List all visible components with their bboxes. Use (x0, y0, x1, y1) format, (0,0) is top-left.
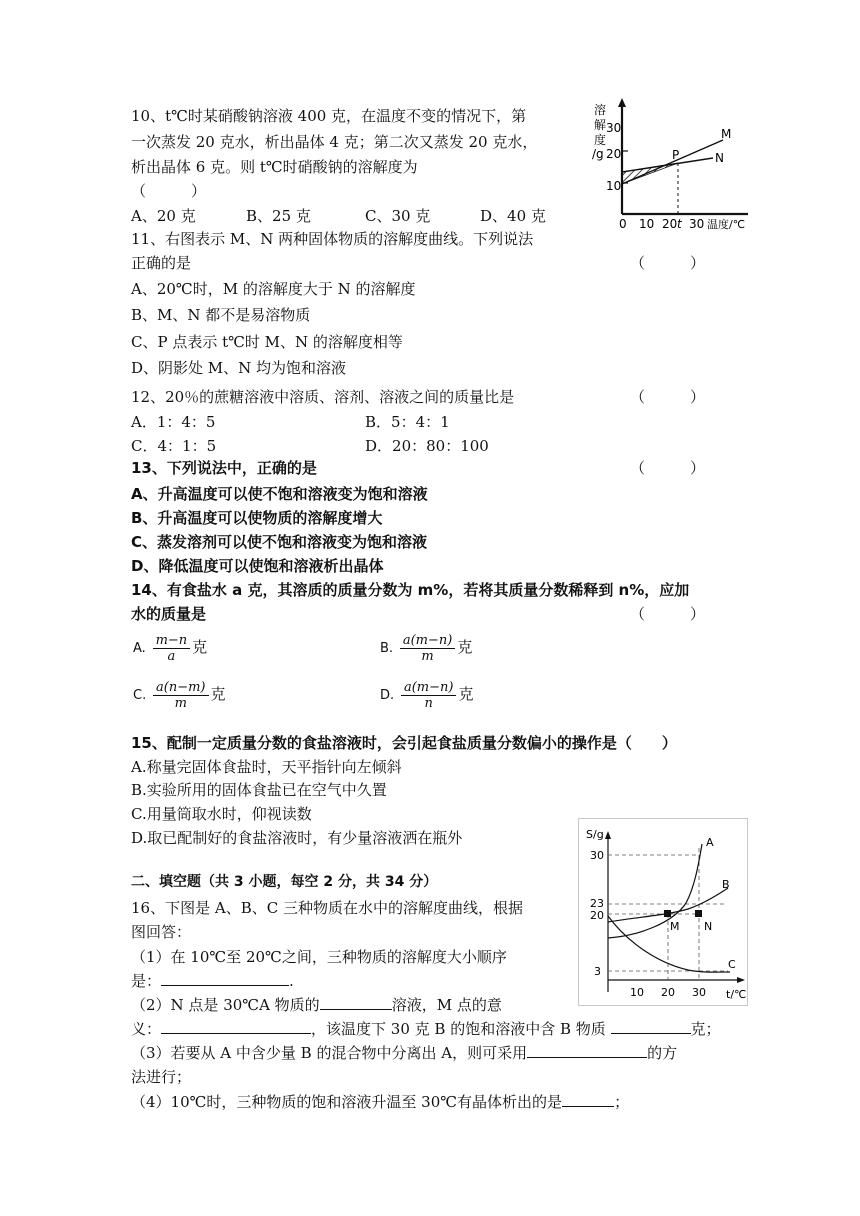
q16-part2-line-1 (131, 995, 502, 1015)
q14-option-a-fraction (153, 633, 191, 664)
q14-option-b-label: B. (380, 641, 394, 656)
q16-line-1: 16、下图是 A、B、C 三种物质在水中的溶解度曲线，根据 (131, 899, 523, 917)
q16-part4-prefix: （4）10℃时，三种物质的饱和溶液升温至 30℃有晶体析出的是 (131, 1093, 563, 1111)
graph1-ylabel-3: 度 (594, 133, 607, 147)
q15-option-a: A.称量完固体食盐时，天平指针向左倾斜 (131, 758, 402, 776)
graph1-xtick-10: 10 (639, 217, 655, 231)
graph1-ytick-30: 30 (606, 121, 622, 135)
q14-option-d (380, 679, 473, 711)
q16-part2-meaning-prefix: 义： (131, 1020, 162, 1038)
q11-option-c: C、P 点表示 t℃时 M、N 的溶解度相等 (131, 333, 403, 351)
q16-part1-end: . (289, 972, 294, 990)
q15-option-b: B.实验所用的固体食盐已在空气中久置 (131, 781, 387, 799)
q16-part3-blank[interactable] (527, 1043, 647, 1058)
graph2-ytick-20: 20 (590, 909, 604, 922)
q16-part3-prefix: （3）若要从 A 中含少量 B 的混合物中分离出 A，则可采用 (131, 1044, 528, 1062)
q16-line-2: 图回答： (131, 923, 192, 941)
graph1-ylabel-2: 解 (594, 118, 607, 132)
q13-option-c: C、蒸发溶剂可以使不饱和溶液变为饱和溶液 (131, 533, 428, 551)
q10-option-c: C、30 克 (365, 207, 431, 225)
q15-option-c: C.用量筒取水时，仰视读数 (131, 805, 312, 823)
graph2-label-c: C (728, 958, 736, 971)
q14-line-2: 水的质量是 (131, 605, 207, 623)
q16-part2-mass-text: ，该温度下 30 克 B 的饱和溶液中含 B 物质 (311, 1020, 606, 1038)
q16-part2-unit: 克； (690, 1020, 721, 1038)
graph1-ylabel-1: 溶 (594, 103, 607, 117)
graph2-label-n: N (704, 920, 713, 933)
q10-answer-paren: （ ） (131, 182, 207, 200)
q16-part3-line-2: 法进行； (131, 1068, 192, 1086)
q15-option-d: D.取已配制好的食盐溶液时，有少量溶液洒在瓶外 (131, 829, 463, 847)
q16-part2-blank-2[interactable] (161, 1019, 311, 1034)
q16-part4-end: ； (614, 1093, 630, 1111)
q10-line-3: 析出晶体 6 克。则 t℃时硝酸钠的溶解度为 (131, 158, 418, 176)
q14-option-d-fraction (401, 680, 457, 711)
q12-option-b: B．5：4：1 (365, 413, 450, 431)
q14-option-c-numerator: a(n−m) (153, 680, 209, 696)
q10-option-b: B、25 克 (246, 207, 311, 225)
q16-part2-blank-1[interactable] (320, 995, 392, 1010)
graph2-ytick-3: 3 (594, 965, 601, 978)
q14-option-b-unit: 克 (457, 638, 473, 656)
q15-stem: 15、配制一定质量分数的食盐溶液时，会引起食盐质量分数偏小的操作是（ ） (131, 734, 677, 752)
q14-option-c-denominator: m (174, 695, 187, 711)
graph1-xlabel: 温度/℃ (707, 218, 746, 231)
q14-option-b-numerator: a(m−n) (400, 633, 456, 649)
q16-part4-line (131, 1092, 629, 1112)
q13-option-d: D、降低温度可以使饱和溶液析出晶体 (131, 557, 384, 575)
graph2-ytick-23: 23 (590, 897, 604, 910)
graph1-xtick-t: t (677, 217, 682, 231)
q14-option-b (380, 632, 472, 664)
q12-option-c: C．4：1：5 (131, 437, 217, 455)
q10-line-2: 一次蒸发 20 克水，析出晶体 4 克；第二次又蒸发 20 克水， (131, 133, 538, 151)
graph2-xtick-20: 20 (661, 986, 675, 999)
q14-option-c-fraction (153, 680, 209, 711)
q16-part1-line-1: （1）在 10℃至 20℃之间，三种物质的溶解度大小顺序 (131, 948, 507, 966)
q16-part3-mid: 的方 (647, 1044, 678, 1062)
q13-stem: 13、下列说法中，正确的是 (131, 459, 317, 477)
graph2-xtick-30: 30 (692, 986, 706, 999)
q14-option-b-denominator: m (421, 648, 434, 664)
q11-answer-paren: （ ） (630, 254, 706, 272)
q10-option-a: A、20 克 (131, 207, 196, 225)
solubility-graph-mn (588, 96, 758, 236)
q16-part2-blank-3[interactable] (611, 1019, 691, 1034)
q11-option-b: B、M、N 都不是易溶物质 (131, 306, 311, 324)
q12-answer-paren: （ ） (630, 388, 706, 406)
q14-option-b-fraction (400, 633, 456, 664)
q14-option-a-label: A. (133, 641, 146, 656)
q13-option-a: A、升高温度可以使不饱和溶液变为饱和溶液 (131, 485, 428, 503)
q16-part2-line-2 (131, 1019, 721, 1039)
graph1-ytick-10: 10 (606, 179, 622, 193)
q13-answer-paren: （ ） (630, 459, 706, 477)
graph1-xtick-20: 20 (662, 217, 678, 231)
graph1-label-p: P (672, 148, 680, 162)
q14-option-d-denominator: n (424, 695, 433, 711)
q11-option-d: D、阴影处 M、N 均为饱和溶液 (131, 359, 347, 377)
q11-line-1: 11、右图表示 M、N 两种固体物质的溶解度曲线。下列说法 (131, 230, 534, 248)
graph2-label-m: M (670, 920, 680, 933)
graph2-xtick-10: 10 (630, 986, 644, 999)
q11-line-2: 正确的是 (131, 254, 192, 272)
q14-option-a-numerator: m−n (153, 633, 191, 649)
q14-option-d-label: D. (380, 688, 395, 703)
graph1-ylabel-4: /g (592, 147, 604, 161)
q12-option-d: D．20：80：100 (365, 437, 489, 455)
graph2-ylabel: S/g (586, 828, 604, 841)
q12-option-a: A．1：4：5 (131, 413, 216, 431)
q11-option-a: A、20℃时，M 的溶解度大于 N 的溶解度 (131, 280, 416, 298)
q14-option-d-unit: 克 (458, 685, 474, 703)
q14-option-c-label: C. (133, 688, 147, 703)
graph1-label-n: N (715, 151, 724, 165)
q14-line-1: 14、有食盐水 a 克，其溶质的质量分数为 m%，若将其质量分数稀释到 n%，应加 (131, 581, 690, 599)
q16-part1-prefix: 是： (131, 972, 162, 990)
q10-option-d: D、40 克 (480, 207, 546, 225)
solubility-graph-abc (578, 818, 748, 1006)
graph2-xlabel: t/℃ (726, 988, 747, 1001)
q16-part1-answer-blank[interactable] (161, 971, 289, 986)
graph1-label-m: M (721, 127, 732, 141)
q16-part3-line-1 (131, 1043, 677, 1063)
graph2-label-a: A (706, 836, 714, 849)
graph1-ytick-20: 20 (606, 147, 622, 161)
q16-part1-line-2 (131, 971, 294, 991)
q14-option-c-unit: 克 (210, 685, 226, 703)
q14-option-c (133, 679, 226, 711)
q14-option-a (133, 632, 207, 664)
q14-option-d-numerator: a(m−n) (401, 680, 457, 696)
q16-part2-mid: 溶液，M 点的意 (391, 996, 502, 1014)
q13-option-b: B、升高温度可以使物质的溶解度增大 (131, 509, 383, 527)
q16-part4-blank[interactable] (562, 1092, 614, 1107)
q12-stem: 12、20％的蔗糖溶液中溶质、溶剂、溶液之间的质量比是 (131, 388, 515, 406)
q14-option-a-denominator: a (167, 648, 176, 664)
q14-option-a-unit: 克 (192, 638, 208, 656)
graph2-ytick-30: 30 (590, 849, 604, 862)
q14-answer-paren: （ ） (630, 605, 706, 623)
graph1-xtick-0: 0 (619, 217, 627, 231)
q16-part2-prefix: （2）N 点是 30℃A 物质的 (131, 996, 320, 1014)
graph1-xtick-30: 30 (689, 217, 705, 231)
graph2-label-b: B (722, 878, 730, 891)
section-2-heading: 二、填空题（共 3 小题，每空 2 分，共 34 分） (131, 874, 438, 890)
q10-line-1: 10、t℃时某硝酸钠溶液 400 克，在温度不变的情况下，第 (131, 107, 527, 125)
